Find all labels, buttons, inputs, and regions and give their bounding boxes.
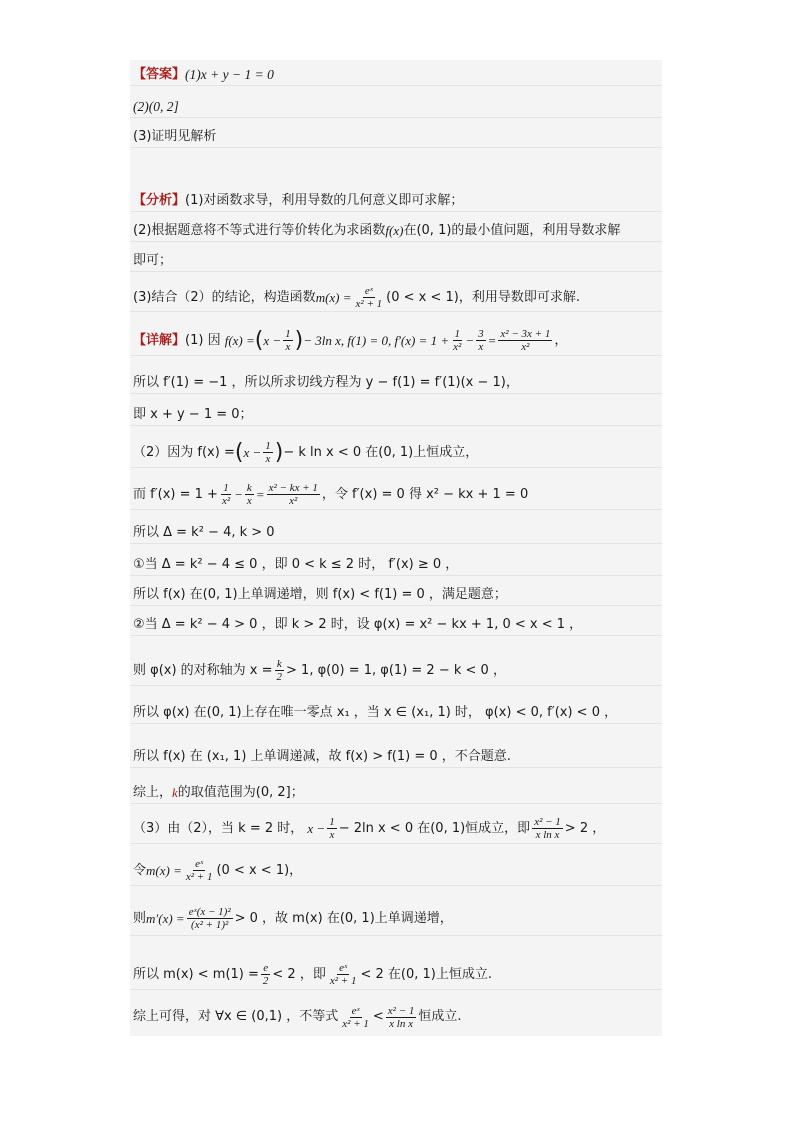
fraction: $\frac{3}{x}$: [478, 328, 484, 353]
analysis-text-1: (1)对函数求导，利用导数的几何意义即可求解；: [185, 192, 464, 208]
detail-tag: 【详解】: [133, 332, 186, 348]
detail-line-12: 所以 f(x) 在 (x₁, 1) 上单调递减，故 f(x) > f(1) = 0 ，不合题意.: [130, 746, 662, 768]
fraction: $\frac{\text{eˣ}}{\text{x² + 1}}$: [342, 1004, 369, 1030]
analysis-mx: m(x) =: [315, 289, 352, 305]
answer-part-1: (1)x + y − 1 = 0: [185, 66, 274, 82]
answer-tag: 【答案】: [133, 66, 186, 82]
detail-line-8: 所以 f(x) 在(0, 1)上单调递增，则 f(x) < f(1) = 0 ，满足题意；: [130, 584, 662, 606]
analysis-line-3: [130, 250, 662, 272]
detail-line-18: 综上可得，对 ∀x ∈ (0,1) ，不等式 $\frac{\text{eˣ}}{\text{x² + 1}}$ < $\frac{\text{x² − 1}}{\text{x ln x}}$ 恒成立.: [133, 1004, 462, 1030]
detail-line-15: 令 m(x) = $\frac{\text{eˣ}}{\text{x² + 1}}$ (0 < x < 1)，: [130, 856, 662, 886]
detail-line-11: 所以 φ(x) 在(0, 1)上存在唯一零点 x₁ ，当 x ∈ (x₁, 1) 时， φ(x) < 0, f′(x) < 0 ，: [130, 702, 662, 724]
answer-line-2: [130, 96, 662, 118]
analysis-text-4c: (0 < x < 1)，利用导数即可求解.: [386, 289, 580, 305]
answer-part-3: (3)证明见解析: [133, 128, 217, 144]
answer-part-2: (2)(0, 2]: [133, 98, 179, 114]
fraction: $\frac{1}{x}$: [265, 440, 271, 465]
fraction: $\frac{\text{eˣ}}{\text{x² + 1}}$: [185, 858, 213, 883]
solution-sheet: [130, 60, 662, 1036]
detail-line-6: 所以 Δ = k² − 4, k > 0: [130, 522, 662, 544]
detail-line-14: （3）由（2），当 k = 2 时， x − $\frac{1}{x}$ − 2ln x < 0 在(0, 1)恒成立，即 $\frac{\text{x² − 1}}{\text{x ln x}}$ > 2 ，: [130, 814, 662, 844]
detail-line-17: 所以 m(x) < m(1) = $\frac{e}{2}$ < 2 ，即 $\frac{\text{eˣ}}{\text{x² + 1}}$ < 2 在(0, 1)上恒成立.: [130, 960, 662, 990]
analysis-text-3: 即可；: [133, 252, 173, 268]
fraction: $\frac{1}{x}$: [329, 816, 335, 841]
detail-line-5: 而 f′(x) = 1 + $\frac{1}{\text{x²}}$ − $\frac{k}{x}$ = $\frac{\text{x² − kx + 1}}{\text{x²}}$ ，令 f′(x) = 0 得 x² − kx + 1 = 0: [130, 480, 662, 510]
detail-line-2: 所以 f′(1) = −1 ，所以所求切线方程为 y − f(1) = f′(1)(x − 1)，: [130, 372, 662, 394]
detail-line-7: ①当 Δ = k² − 4 ≤ 0 ，即 0 < k ≤ 2 时， f′(x) ≥ 0 ，: [130, 554, 662, 576]
analysis-text-2c: 在(0, 1)的最小值问题，利用导数求解: [403, 222, 621, 238]
fraction: $\frac{\text{eˣ}}{\text{x² + 1}}$: [329, 962, 357, 987]
fraction: $\frac{e}{2}$: [262, 962, 269, 987]
analysis-tag: 【分析】: [133, 192, 186, 208]
fraction: $\frac{\text{x² − kx + 1}}{\text{x²}}$: [268, 482, 318, 507]
answer-line-1: [130, 64, 662, 86]
detail-line-16: 则 m′(x) = $\frac{\text{eˣ(x − 1)²}}{\text{(x² + 1)²}}$ > 0 ，故 m(x) 在(0, 1)上单调递增，: [130, 902, 662, 936]
analysis-text-2a: (2)根据题意将不等式进行等价转化为求函数: [133, 222, 386, 238]
detail-line-13: 综上， k 的取值范围为(0, 2]；: [130, 782, 662, 804]
detail-line-10: 则 φ(x) 的对称轴为 x = $\frac{k}{2}$ > 1, φ(0) = 1, φ(1) = 2 − k < 0 ，: [130, 656, 662, 686]
detail-line-9: ②当 Δ = k² − 4 > 0 ，即 k > 2 时，设 φ(x) = x² − kx + 1, 0 < x < 1 ，: [130, 614, 662, 636]
fraction: $\frac{k}{2}$: [276, 658, 283, 683]
fraction: $\frac{\text{x² − 1}}{\text{x ln x}}$: [534, 816, 561, 841]
fraction: $\frac{1}{\text{x²}}$: [221, 482, 231, 507]
fraction: $\frac{\text{x² − 3x + 1}}{\text{x²}}$: [500, 328, 551, 353]
analysis-line-1: [130, 190, 662, 212]
fraction: $\frac{1}{x}$: [285, 328, 291, 353]
fraction: $\frac{1}{\text{x²}}$: [453, 328, 462, 353]
fraction: $\frac{\text{x² − 1}}{\text{x ln x}}$: [387, 1004, 415, 1030]
answer-line-3: [130, 126, 662, 148]
analysis-text-4a: (3)结合（2）的结论，构造函数: [133, 289, 316, 305]
analysis-line-2: [130, 220, 662, 242]
detail-line-3: 即 x + y − 1 = 0；: [130, 404, 662, 426]
fraction: $\frac{\text{eˣ(x − 1)²}}{\text{(x² + 1)²}}$: [188, 906, 231, 931]
detail-line-1: 【详解】 (1) 因 f(x) = ( x − $\frac{1}{x}$ ) − 3ln x, f(1) = 0, f′(x) = 1 + $\frac{1}{\text{x²}}$ − $\frac{3}{x}$ = $\frac{\text{x² − 3x + 1}}{\text{x²}}$ ，: [130, 326, 662, 356]
analysis-fx: f(x): [385, 222, 404, 238]
fraction: $\frac{\text{eˣ}}{\text{x² + 1}}$: [355, 285, 383, 310]
fraction: $\frac{k}{x}$: [246, 482, 252, 507]
detail-line-4: （2）因为 f(x) = ( x − $\frac{1}{x}$ ) − k ln x < 0 在(0, 1)上恒成立，: [130, 438, 662, 468]
analysis-line-4: [130, 284, 662, 312]
